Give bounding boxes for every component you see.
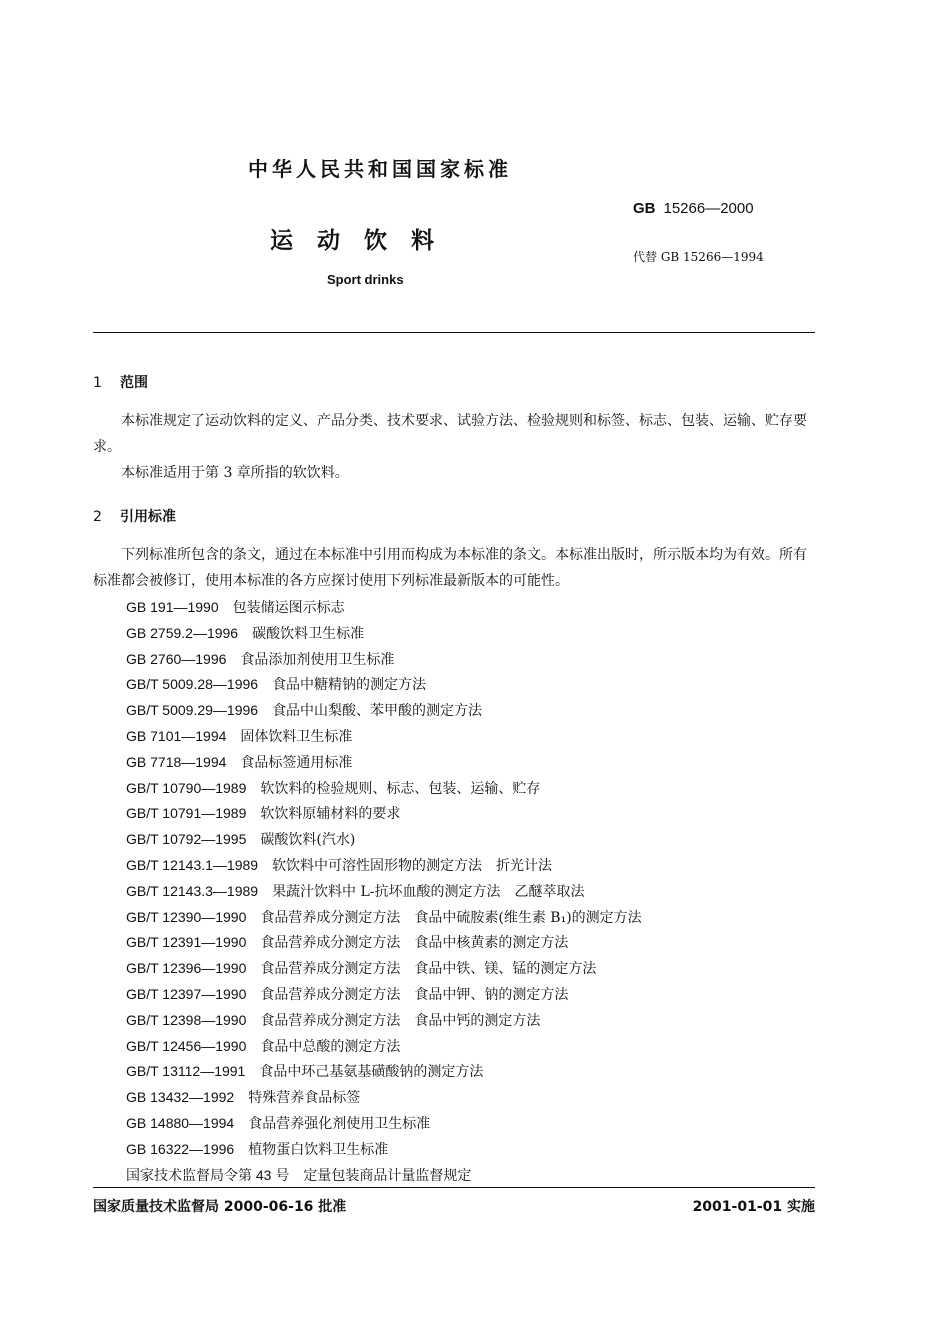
reference-title: 果蔬汁饮料中 L-抗坏血酸的测定方法 乙醚萃取法: [272, 883, 585, 900]
reference-title: 包装储运图示标志: [232, 600, 345, 616]
reference-code: 国家技术监督局令第 43 号: [126, 1166, 290, 1183]
reference-item: [126, 1111, 642, 1137]
reference-code: GB 7718—1994: [126, 753, 227, 770]
reference-item: [126, 801, 642, 827]
standard-prefix: GB: [633, 200, 656, 217]
reference-item: [126, 827, 642, 853]
effective-date: 2001-01-01 实施: [692, 1199, 815, 1215]
reference-code: GB/T 12456—1990: [126, 1037, 247, 1054]
reference-title: 食品营养成分测定方法 食品中铁、镁、锰的测定方法: [260, 961, 597, 978]
reference-item: [126, 595, 642, 621]
reference-item: [126, 724, 642, 750]
reference-item: [126, 982, 642, 1008]
reference-item: [126, 1059, 642, 1085]
reference-code: GB/T 10792—1995: [126, 831, 247, 848]
reference-code: GB 7101—1994: [126, 727, 227, 744]
reference-title: 软饮料原辅材料的要求: [260, 806, 401, 823]
reference-title: 软饮料中可溶性固形物的测定方法 折光计法: [272, 857, 553, 874]
reference-item: [126, 1163, 642, 1189]
reference-item: [126, 956, 642, 982]
english-title: Sport drinks: [327, 272, 404, 287]
reference-title: 食品标签通用标准: [240, 754, 353, 771]
references-intro: 下列标准所包含的条文，通过在本标准中引用而构成为本标准的条文。本标准出版时，所示版本均为有效。所有标准都会被修订，使用本标准的各方应探讨使用下列标准最新版本的可能性。: [93, 547, 807, 589]
reference-title: 植物蛋白饮料卫生标准: [248, 1141, 389, 1158]
section-title: 引用标准: [120, 509, 176, 525]
section-number: 1: [93, 375, 102, 391]
reference-title: 食品中糖精钠的测定方法: [272, 677, 427, 694]
standard-code: 15266—2000: [663, 200, 754, 217]
reference-title: 食品营养成分测定方法 食品中钙的测定方法: [260, 1012, 541, 1029]
reference-title: 食品营养强化剂使用卫生标准: [248, 1115, 431, 1132]
reference-code: GB/T 12396—1990: [126, 960, 247, 977]
reference-item: [126, 776, 642, 802]
reference-title: 食品营养成分测定方法 食品中硫胺素(维生素 B₁)的测定方法: [260, 909, 642, 926]
reference-item: [126, 1008, 642, 1034]
section-title: 范围: [120, 375, 148, 391]
reference-title: 碳酸饮料(汽水): [260, 832, 356, 849]
reference-code: GB 14880—1994: [126, 1114, 235, 1131]
header-divider: [93, 332, 815, 333]
reference-code: GB/T 5009.29—1996: [126, 702, 259, 719]
standard-number: [633, 200, 754, 217]
reference-code: GB 13432—1992: [126, 1089, 235, 1106]
reference-code: GB/T 12390—1990: [126, 908, 247, 925]
reference-title: 软饮料的检验规则、标志、包装、运输、贮存: [260, 780, 541, 797]
reference-item: [126, 1085, 642, 1111]
reference-code: GB/T 5009.28—1996: [126, 676, 259, 693]
reference-item: [126, 698, 642, 724]
reference-title: 食品添加剂使用卫生标准: [240, 651, 395, 668]
reference-code: GB 2760—1996: [126, 650, 227, 667]
section-number: 2: [93, 509, 102, 525]
reference-item: [126, 1034, 642, 1060]
reference-item: [126, 879, 642, 905]
reference-code: GB/T 12143.1—1989: [126, 856, 259, 873]
reference-item: [126, 905, 642, 931]
reference-code: GB 2759.2—1996: [126, 624, 239, 641]
scope-paragraph-2: 本标准适用于第 3 章所指的软饮料。: [121, 465, 349, 481]
reference-title: 食品中总酸的测定方法: [260, 1038, 401, 1055]
reference-code: GB/T 12143.3—1989: [126, 882, 259, 899]
reference-title: 碳酸饮料卫生标准: [252, 625, 365, 642]
reference-item: [126, 647, 642, 673]
national-standard-title: 中华人民共和国国家标准: [248, 157, 512, 181]
document-title: 运动饮料: [270, 228, 458, 254]
footer-divider: [93, 1187, 815, 1188]
reference-code: GB/T 13112—1991: [126, 1063, 246, 1080]
reference-item: [126, 750, 642, 776]
reference-code: GB/T 12398—1990: [126, 1011, 247, 1028]
reference-title: 特殊营养食品标签: [248, 1090, 361, 1107]
reference-title: 定量包装商品计量监督规定: [303, 1167, 472, 1184]
reference-code: GB 191—1990: [126, 599, 219, 615]
reference-title: 固体饮料卫生标准: [240, 728, 353, 745]
reference-title: 食品营养成分测定方法 食品中核黄素的测定方法: [260, 935, 569, 952]
reference-code: GB 16322—1996: [126, 1140, 235, 1157]
approval-date: 国家质量技术监督局 2000-06-16 批准: [93, 1199, 347, 1215]
reference-code: GB/T 10791—1989: [126, 805, 247, 822]
reference-code: GB/T 10790—1989: [126, 779, 247, 796]
reference-item: [126, 1137, 642, 1163]
reference-title: 食品营养成分测定方法 食品中钾、钠的测定方法: [260, 986, 569, 1003]
reference-title: 食品中山梨酸、苯甲酸的测定方法: [272, 703, 483, 720]
reference-title: 食品中环己基氨基磺酸钠的测定方法: [259, 1064, 484, 1081]
reference-list: [126, 595, 642, 1188]
reference-item: [126, 621, 642, 647]
reference-code: GB/T 12397—1990: [126, 985, 247, 1002]
reference-code: GB/T 12391—1990: [126, 934, 247, 951]
reference-item: [126, 930, 642, 956]
replaces-standard: 代替 GB 15266—1994: [633, 250, 764, 264]
reference-item: [126, 853, 642, 879]
reference-item: [126, 672, 642, 698]
section-heading-scope: [93, 372, 148, 392]
scope-paragraph-1: 本标准规定了运动饮料的定义、产品分类、技术要求、试验方法、检验规则和标签、标志、包装、运输、贮存要求。: [93, 413, 807, 455]
section-heading-references: [93, 506, 176, 526]
